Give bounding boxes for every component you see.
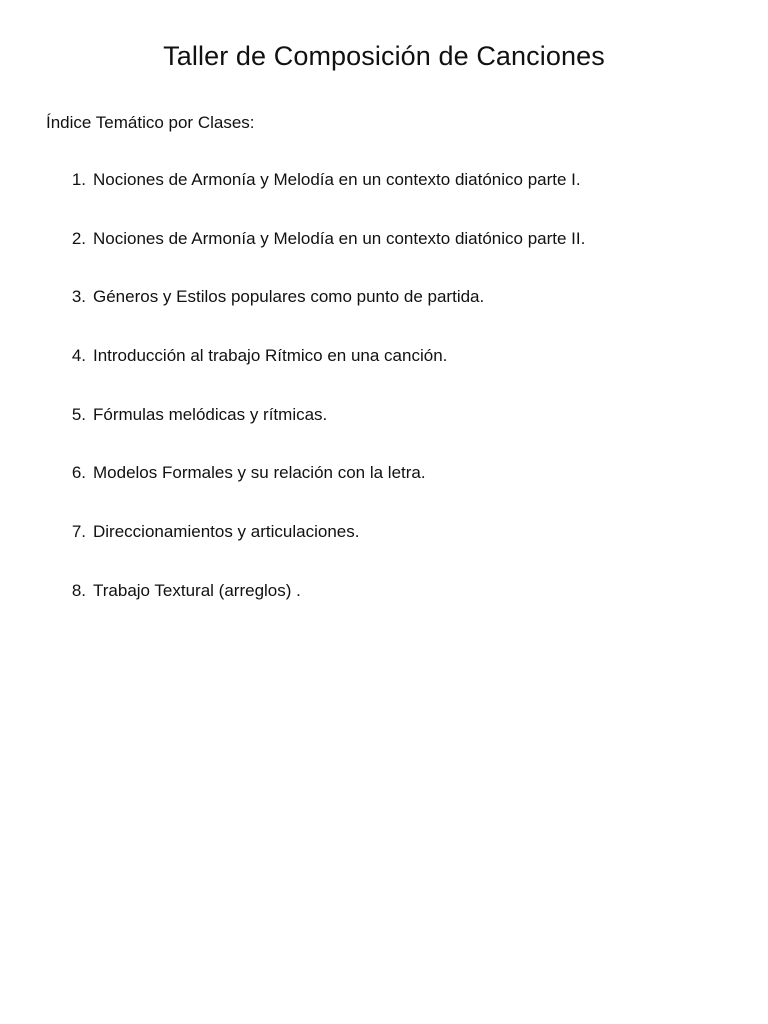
list-item-text: Modelos Formales y su relación con la letra. [93, 463, 426, 483]
list-item-number: 8. [71, 580, 86, 600]
list-item-text: Nociones de Armonía y Melodía en un contexto diatónico parte II. [93, 228, 586, 248]
list-item-text: Géneros y Estilos populares como punto de partida. [93, 287, 485, 307]
list-item-text: Trabajo Textural (arreglos) . [93, 580, 301, 600]
list-item-text: Fórmulas melódicas y rítmicas. [93, 404, 328, 424]
list-item-text: Introducción al trabajo Rítmico en una canción. [93, 346, 448, 366]
index-heading: Índice Temático por Clases: [46, 113, 255, 132]
list-item-number: 5. [71, 404, 86, 424]
list-item-text: Nociones de Armonía y Melodía en un contexto diatónico parte I. [93, 170, 581, 189]
list-item-number: 2. [71, 228, 86, 248]
list-item-text: Direccionamientos y articulaciones. [93, 522, 360, 542]
list-item-number: 1. [71, 170, 86, 189]
list-item-number: 7. [71, 522, 86, 542]
list-item-number: 6. [71, 463, 86, 483]
list-item-number: 4. [71, 346, 86, 366]
document-title: Taller de Composición de Canciones [163, 41, 605, 71]
list-item-number: 3. [71, 287, 86, 307]
